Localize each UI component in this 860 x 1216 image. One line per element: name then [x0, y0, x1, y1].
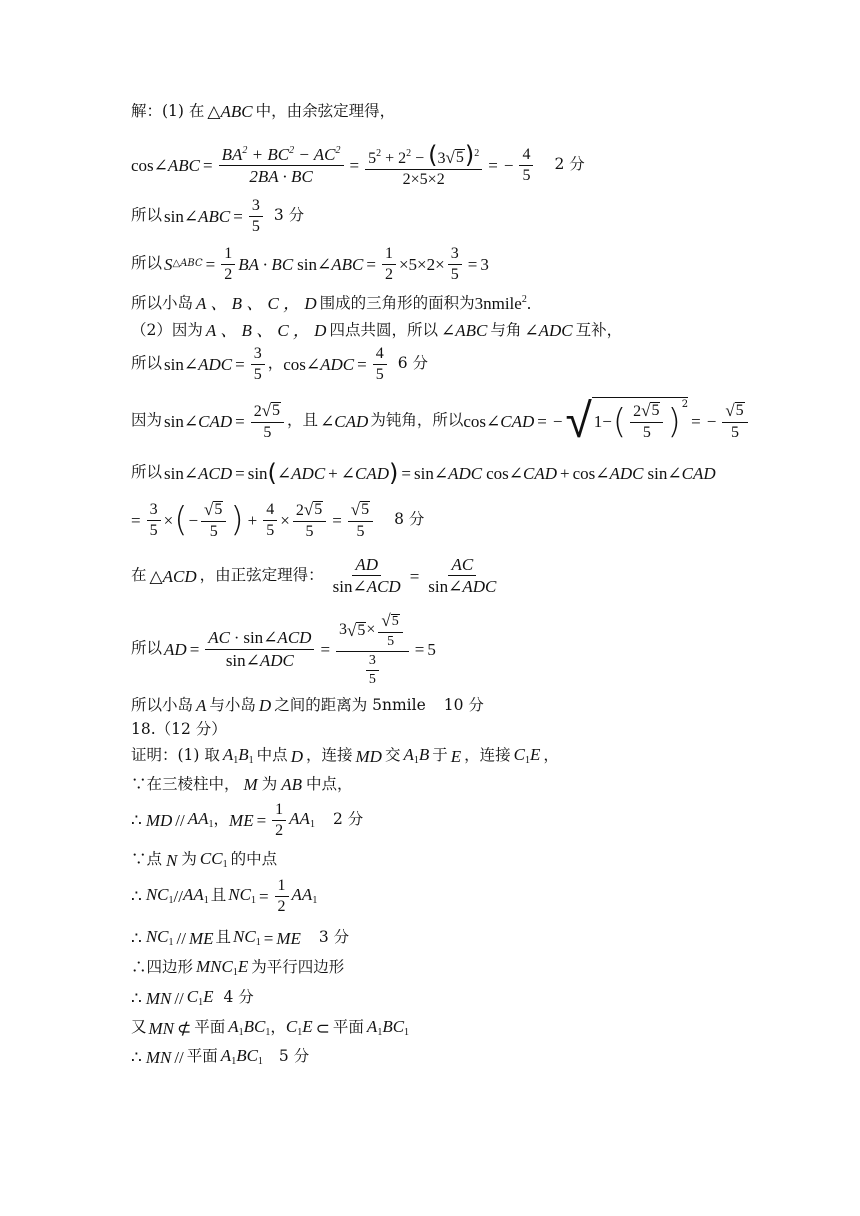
text: 所以 [131, 254, 163, 273]
triangle-abc: △ABC [207, 102, 253, 121]
adc-values: 所以 sin ∠ADC = $\frac{3}{5}$ ， cos ∠ADC = $\frac{4}{5}$ 6 分 [131, 344, 429, 383]
area-statement: 所以小岛 A 、 B 、 C ， D 围成的三角形的面积为 3nmile$^2$ . [131, 293, 532, 313]
because-n-midpoint: ∵点 N 为 $CC_1$ 的中点 [131, 849, 278, 870]
part2-intro: （2）因为 A 、 B 、 C ， D 四点共圆，所以 ∠ABC 与角 ∠ADC 互补， [131, 320, 623, 340]
text: 所以 [131, 206, 163, 225]
score-mark: 3 分 [318, 928, 350, 947]
score-mark: 2 分 [554, 155, 585, 174]
score-mark: 8 分 [394, 510, 425, 529]
cosine-law-formula: cos ∠ABC = $\frac{BA^2 + BC^2 - AC^2}{2BA \cdot BC}$ = $5^2 + 2^2 - (3$ √ 5 )$^2$ 2×5×2 = − $\frac{4}{5}$ 2 分 [131, 140, 585, 188]
ad-result: 所以 AD = $\frac{\text{AC · sin∠ACD}}{\text{sin∠ADC}}$ = 3 √ 5 × √ 5 5 $\frac{3}{5}$ = 5 [131, 610, 436, 687]
question-18-header: 18.（12 分） [131, 720, 227, 738]
conclusion: ∴ MN // 平面 $A_1BC_1$ 5 分 [131, 1046, 310, 1067]
md-parallel: ∴ MD // $AA_1$ ， ME = $\frac{1}{2}$ $AA_1$ 2 分 [131, 800, 364, 839]
sin-abc-line: 所以 sin ∠ABC = $\frac{3}{5}$ 3 分 [131, 196, 305, 235]
sine-law-line: 在 △ACD ，由正弦定理得： $\frac{AD}{\text{sin∠ACD}}$ = $\frac{AC}{\text{sin∠ADC}}$ [131, 555, 497, 596]
distance-statement: 所以小岛 A 与小岛 D 之间的距离为 5nmile 10 分 [131, 695, 484, 715]
solution-intro [131, 103, 395, 120]
area-line: 所以 S △ABC = $\frac{1}{2}$ BA · BC sin ∠ABC = $\frac{1}{2}$ ×5×2× $\frac{3}{5}$ = 3 [131, 244, 489, 283]
acd-value: = $\frac{3}{5}$ × ( − √ 5 5 ) + $\frac{4}{5}$ × 2 √ 5 5 = √ 5 5 8 分 [131, 499, 425, 540]
parallelogram: ∴四边形 $MNC_1E$ 为平行四边形 [131, 957, 345, 978]
score-mark: 4 分 [223, 988, 254, 1007]
score-mark: 6 分 [397, 354, 429, 373]
text: 解：(1) 在 [131, 101, 205, 120]
score-mark: 10 分 [443, 695, 484, 714]
acd-expansion: 所以 sin ∠ACD = sin ( ∠ADC + ∠CAD ) = sin ∠ADC cos ∠CAD + cos ∠ADC sin ∠CAD [131, 459, 716, 487]
score-mark: 5 分 [278, 1047, 310, 1066]
nc1-parallel: ∴ $NC_1$ // $AA_1$ 且 $NC_1$ = $\frac{1}{2}$ $AA_1$ [131, 876, 318, 915]
because-prism: ∵在三棱柱中， M 为 AB 中点， [131, 774, 353, 794]
score-mark: 2 分 [332, 810, 364, 829]
proof-intro: 证明：(1) 取 $A_1B_1$ 中点 D ，连接 MD 交 $A_1B$ 于 E ，连接 $C_1E$ ， [131, 745, 559, 766]
cad-line: 因为 sin ∠CAD = 2 √ 5 5 ，且 ∠CAD 为钝角，所以 cos ∠CAD = − √ 1− ( 2 √ 5 5 ) 2 = − √ 5 5 [131, 393, 751, 449]
text: 中，由余弦定理得， [255, 101, 396, 120]
nc1-me: ∴ $NC_1$ // ME 且 $NC_1$ = ME 3 分 [131, 927, 350, 948]
fraction: $5^2 + 2^2 - (3$ √ 5 )$^2$ 2×5×2 [365, 143, 482, 188]
plane-relations: 又 MN ⊄ 平面 $A_1BC_1$ ， $C_1E$ ⊂ 平面 $A_1BC_1$ [131, 1017, 410, 1038]
score-mark: 3 分 [273, 206, 305, 225]
mn-parallel: ∴ MN // $C_1E$ 4 分 [131, 987, 254, 1008]
fraction: $\frac{BA^2 + BC^2 - AC^2}{2BA \cdot BC}$ [219, 146, 344, 185]
